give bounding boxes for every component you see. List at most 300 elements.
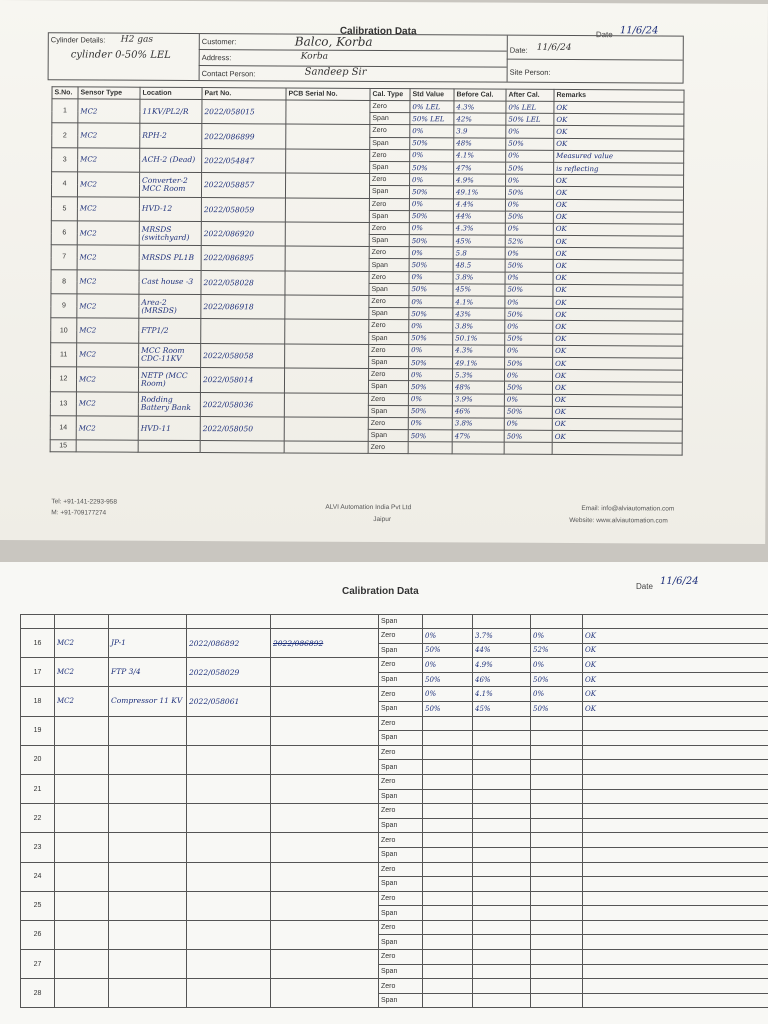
pcb-serial-cell — [286, 100, 370, 125]
sensor-type-cell: MC2 — [76, 416, 138, 441]
cal-type-span: Span — [368, 381, 408, 393]
row-number: 3 — [52, 148, 78, 173]
footer-website: Website: www.alviautomation.com — [569, 516, 668, 525]
after-cal-cell: 0% — [531, 658, 583, 673]
after-cal-cell — [531, 731, 583, 746]
location-cell: HVD-11 — [138, 416, 200, 441]
remarks-cell: OK — [554, 138, 684, 151]
remarks-cell: OK — [553, 321, 683, 334]
sensor-type-cell: MC2 — [55, 687, 109, 716]
remarks-cell: OK — [553, 248, 683, 261]
before-cal-cell: 5.8 — [453, 247, 505, 259]
std-value-cell: 0% — [410, 149, 454, 161]
remarks-cell: OK — [554, 175, 684, 188]
std-value-cell: 0% — [409, 344, 453, 356]
before-cal-cell: 3.8% — [453, 272, 505, 284]
col-std-value: Std Value — [410, 89, 454, 101]
remarks-cell: OK — [583, 629, 768, 644]
cal-type-zero: Zero — [379, 745, 423, 760]
footer-city: Jaipur — [373, 515, 392, 524]
std-value-cell — [423, 716, 473, 731]
cal-type-span: Span — [379, 643, 423, 658]
before-cal-cell: 50.1% — [453, 332, 505, 344]
empty-cell — [55, 615, 109, 629]
table-row — [21, 950, 768, 965]
table-row — [51, 221, 683, 236]
before-cal-cell — [452, 442, 504, 454]
after-cal-cell: 50% — [505, 260, 553, 272]
empty-cell — [423, 615, 473, 629]
cal-type-zero: Zero — [369, 222, 409, 234]
std-value-cell — [423, 804, 473, 819]
std-value-cell: 0% LEL — [410, 101, 454, 113]
part-no-cell — [187, 862, 271, 891]
after-cal-cell: 0% — [506, 174, 554, 186]
remarks-cell: OK — [553, 187, 683, 200]
part-no-cell: 2022/058015 — [202, 100, 286, 125]
after-cal-cell: 0% — [531, 687, 583, 702]
cal-type-zero: Zero — [369, 295, 409, 307]
cal-type-span: Span — [379, 615, 423, 629]
sensor-type-cell — [55, 891, 109, 920]
sensor-type-cell: MC2 — [55, 629, 109, 658]
remarks-cell: OK — [554, 114, 684, 127]
sensor-type-cell: MC2 — [78, 148, 140, 173]
part-no-cell: 2022/058028 — [201, 270, 285, 295]
cal-type-zero: Zero — [368, 442, 408, 454]
part-no-cell: 2022/086895 — [201, 246, 285, 271]
col-pcb-serial: PCB Serial No. — [286, 88, 370, 100]
part-no-cell: 2022/058029 — [187, 658, 271, 687]
empty-cell — [583, 615, 768, 629]
cal-type-zero: Zero — [379, 862, 423, 877]
table-row — [52, 99, 684, 114]
table-row — [21, 833, 768, 848]
before-cal-cell: 3.8% — [452, 418, 504, 430]
std-value-cell: 50% — [408, 430, 452, 442]
col-cal-type: Cal. Type — [370, 88, 410, 100]
pcb-serial-cell — [271, 862, 379, 891]
after-cal-cell: 0% — [506, 150, 554, 162]
after-cal-cell: 0% — [505, 223, 553, 235]
remarks-cell: OK — [553, 260, 683, 273]
cal-type-span: Span — [369, 259, 409, 271]
after-cal-cell — [531, 789, 583, 804]
before-cal-cell — [473, 716, 531, 731]
sensor-type-cell: MC2 — [77, 294, 139, 319]
remarks-cell: OK — [553, 296, 683, 309]
remarks-cell — [583, 789, 768, 804]
std-value-cell: 0% — [410, 174, 454, 186]
std-value-cell: 50% LEL — [410, 113, 454, 125]
sensor-type-cell: MC2 — [76, 367, 138, 392]
empty-cell — [531, 615, 583, 629]
after-cal-cell: 50% — [531, 672, 583, 687]
table-row — [21, 979, 768, 994]
sensor-type-cell — [55, 979, 109, 1008]
pcb-serial-cell — [284, 441, 368, 454]
after-cal-cell: 52% — [531, 643, 583, 658]
cal-type-span: Span — [379, 789, 423, 804]
std-value-cell: 50% — [409, 283, 453, 295]
part-no-cell — [200, 441, 284, 454]
std-value-cell: 0% — [409, 247, 453, 259]
cal-type-span: Span — [379, 877, 423, 892]
before-cal-cell — [473, 891, 531, 906]
std-value-cell — [423, 920, 473, 935]
col-sno: S.No. — [52, 87, 78, 99]
location-cell: FTP 3/4 — [109, 658, 187, 687]
cal-type-span: Span — [369, 356, 409, 368]
after-cal-cell — [531, 877, 583, 892]
remarks-cell — [583, 993, 768, 1008]
std-value-cell: 0% — [409, 223, 453, 235]
before-cal-cell: 4.3% — [453, 223, 505, 235]
sensor-type-cell — [55, 804, 109, 833]
location-cell — [109, 774, 187, 803]
row-number: 19 — [21, 716, 55, 745]
remarks-cell: OK — [553, 309, 683, 322]
location-cell: Cast house -3 — [139, 270, 201, 295]
part-no-cell — [187, 745, 271, 774]
cal-type-zero: Zero — [370, 125, 410, 137]
table-row — [21, 804, 768, 819]
part-no-cell — [187, 950, 271, 979]
cal-type-zero: Zero — [369, 320, 409, 332]
remarks-cell: OK — [583, 687, 768, 702]
table-row — [21, 629, 768, 644]
location-cell: MCC Room CDC-11KV — [139, 343, 201, 368]
after-cal-cell — [531, 964, 583, 979]
std-value-cell — [423, 745, 473, 760]
after-cal-cell: 0% — [505, 272, 553, 284]
cal-type-zero: Zero — [379, 716, 423, 731]
std-value-cell — [423, 789, 473, 804]
location-cell — [109, 862, 187, 891]
remarks-cell: OK — [552, 406, 682, 419]
before-cal-cell: 48.5 — [453, 259, 505, 271]
after-cal-cell — [531, 920, 583, 935]
row-number: 13 — [50, 391, 76, 416]
after-cal-cell: 0% — [506, 126, 554, 138]
before-cal-cell: 4.3% — [454, 101, 506, 113]
row-number: 25 — [21, 891, 55, 920]
std-value-cell — [423, 935, 473, 950]
std-value-cell: 0% — [408, 418, 452, 430]
cal-type-span: Span — [369, 210, 409, 222]
row-number: 28 — [21, 979, 55, 1008]
after-cal-cell: 0% — [504, 394, 552, 406]
cal-type-zero: Zero — [379, 658, 423, 673]
table-row — [52, 123, 684, 138]
after-cal-cell: 50% — [504, 430, 552, 442]
cal-type-span: Span — [369, 332, 409, 344]
location-cell — [109, 716, 187, 745]
after-cal-cell: 0% — [505, 296, 553, 308]
before-cal-cell: 47% — [452, 430, 504, 442]
table-row — [51, 269, 683, 284]
part-no-cell: 2022/086918 — [201, 295, 285, 320]
pcb-serial-cell — [285, 319, 369, 344]
row-number: 17 — [21, 658, 55, 687]
after-cal-cell: 50% — [505, 308, 553, 320]
std-value-cell: 50% — [409, 308, 453, 320]
right-date-label: Date: — [509, 45, 528, 55]
before-cal-cell — [473, 979, 531, 994]
remarks-cell: OK — [553, 357, 683, 370]
row-number: 5 — [51, 196, 77, 221]
sheet2-date-label: Date — [636, 582, 653, 591]
location-cell — [138, 440, 200, 453]
table-row — [21, 745, 768, 760]
pcb-serial-cell — [284, 417, 368, 442]
footer-email: Email: info@alviautomation.com — [581, 505, 675, 513]
table-row — [50, 440, 682, 455]
row-number: 22 — [21, 804, 55, 833]
cal-type-span: Span — [379, 847, 423, 862]
location-cell — [109, 979, 187, 1008]
std-value-cell — [423, 847, 473, 862]
site-person-label: Site Person: — [509, 67, 551, 77]
part-no-cell — [201, 319, 285, 344]
cal-type-span: Span — [379, 818, 423, 833]
sensor-type-cell: MC2 — [77, 245, 139, 270]
cal-type-span: Span — [379, 760, 423, 775]
remarks-cell — [583, 847, 768, 862]
before-cal-cell: 3.8% — [453, 320, 505, 332]
remarks-cell: OK — [553, 284, 683, 297]
remarks-cell: OK — [552, 382, 682, 395]
before-cal-cell: 44% — [453, 211, 505, 223]
part-no-cell: 2022/086892 — [187, 629, 271, 658]
remarks-cell: OK — [553, 223, 683, 236]
row-number: 16 — [21, 629, 55, 658]
std-value-cell — [423, 774, 473, 789]
calibration-sheet-2 — [0, 562, 768, 1024]
remarks-cell: OK — [553, 211, 683, 224]
remarks-cell — [583, 891, 768, 906]
part-no-cell: 2022/058058 — [201, 343, 285, 368]
empty-cell — [21, 615, 55, 629]
remarks-cell — [583, 935, 768, 950]
cal-type-zero: Zero — [379, 950, 423, 965]
cal-type-span: Span — [379, 993, 423, 1008]
remarks-cell: OK — [552, 394, 682, 407]
remarks-cell — [583, 964, 768, 979]
before-cal-cell: 4.9% — [454, 174, 506, 186]
part-no-cell — [187, 891, 271, 920]
before-cal-cell — [473, 847, 531, 862]
empty-cell — [187, 615, 271, 629]
sensor-type-cell: MC2 — [77, 318, 139, 343]
before-cal-cell — [473, 774, 531, 789]
before-cal-cell: 45% — [473, 701, 531, 716]
after-cal-cell: 50% — [504, 381, 552, 393]
location-cell: Compressor 11 KV — [109, 687, 187, 716]
row-number: 8 — [51, 269, 77, 294]
after-cal-cell — [531, 993, 583, 1008]
before-cal-cell — [473, 877, 531, 892]
pcb-serial-cell — [271, 658, 379, 687]
table-row — [21, 774, 768, 789]
col-before-cal: Before Cal. — [454, 89, 506, 101]
part-no-cell: 2022/058061 — [187, 687, 271, 716]
std-value-cell — [423, 906, 473, 921]
pcb-serial-cell — [271, 774, 379, 803]
before-cal-cell — [473, 804, 531, 819]
std-value-cell — [423, 760, 473, 775]
pcb-serial-cell — [285, 344, 369, 369]
pcb-serial-cell — [284, 368, 368, 393]
row-number: 18 — [21, 687, 55, 716]
cal-type-zero: Zero — [370, 100, 410, 112]
part-no-cell — [187, 833, 271, 862]
remarks-cell — [583, 862, 768, 877]
remarks-cell: OK — [552, 418, 682, 431]
std-value-cell: 50% — [409, 259, 453, 271]
location-cell — [109, 891, 187, 920]
cylinder-details-value-2: cylinder 0-50% LEL — [70, 49, 171, 61]
std-value-cell — [423, 979, 473, 994]
sensor-type-cell: MC2 — [77, 196, 139, 221]
remarks-cell: OK — [583, 643, 768, 658]
before-cal-cell: 4.4% — [453, 198, 505, 210]
pcb-serial-cell — [271, 745, 379, 774]
cal-type-span: Span — [368, 429, 408, 441]
table-row — [51, 196, 683, 211]
remarks-cell — [583, 731, 768, 746]
location-cell — [109, 920, 187, 949]
remarks-cell — [583, 877, 768, 892]
customer-value: Balco, Korba — [294, 34, 373, 49]
pcb-serial-cell — [271, 716, 379, 745]
after-cal-cell: 52% — [505, 235, 553, 247]
location-cell: MRSDS PL1B — [139, 245, 201, 270]
pcb-serial-cell — [286, 149, 370, 174]
cal-type-span: Span — [369, 186, 409, 198]
after-cal-cell: 50% — [506, 162, 554, 174]
before-cal-cell: 4.1% — [473, 687, 531, 702]
std-value-cell: 0% — [409, 296, 453, 308]
std-value-cell — [423, 877, 473, 892]
before-cal-cell: 3.7% — [473, 629, 531, 644]
before-cal-cell — [473, 745, 531, 760]
before-cal-cell: 4.9% — [473, 658, 531, 673]
after-cal-cell: 50% — [505, 211, 553, 223]
sensor-type-cell: MC2 — [77, 172, 139, 197]
before-cal-cell: 45% — [453, 235, 505, 247]
remarks-cell: OK — [552, 430, 682, 443]
cal-type-span: Span — [379, 935, 423, 950]
cylinder-details-value-1: H2 gas — [120, 34, 154, 45]
footer-mobile: M: +91-709177274 — [51, 509, 107, 517]
std-value-cell — [423, 818, 473, 833]
col-remarks: Remarks — [554, 89, 684, 102]
after-cal-cell — [531, 906, 583, 921]
after-cal-cell: 50% — [531, 701, 583, 716]
row-number: 24 — [21, 862, 55, 891]
before-cal-cell — [473, 906, 531, 921]
remarks-cell: OK — [553, 199, 683, 212]
before-cal-cell: 47% — [454, 162, 506, 174]
cal-type-span: Span — [370, 161, 410, 173]
cal-type-span: Span — [368, 405, 408, 417]
before-cal-cell — [473, 935, 531, 950]
cal-type-span: Span — [379, 906, 423, 921]
after-cal-cell: 50% — [505, 357, 553, 369]
cal-type-zero: Zero — [379, 629, 423, 644]
std-value-cell: 0% — [409, 271, 453, 283]
cal-type-span: Span — [379, 964, 423, 979]
after-cal-cell — [531, 716, 583, 731]
pcb-serial-cell — [284, 392, 368, 417]
location-cell: Area-2 (MRSDS) — [139, 294, 201, 319]
row-number: 12 — [50, 367, 76, 392]
pcb-serial-cell — [286, 124, 370, 149]
after-cal-cell: 50% — [505, 284, 553, 296]
empty-cell — [109, 615, 187, 629]
cal-type-zero: Zero — [379, 920, 423, 935]
sensor-type-cell — [55, 716, 109, 745]
before-cal-cell: 43% — [453, 308, 505, 320]
after-cal-cell: 0% — [504, 418, 552, 430]
remarks-cell: OK — [554, 126, 684, 139]
std-value-cell: 0% — [408, 393, 452, 405]
part-no-cell: 2022/058050 — [200, 416, 284, 441]
after-cal-cell: 0% — [505, 321, 553, 333]
after-cal-cell — [531, 847, 583, 862]
empty-cell — [473, 615, 531, 629]
pcb-serial-cell — [285, 173, 369, 198]
before-cal-cell — [473, 818, 531, 833]
sensor-type-cell — [55, 862, 109, 891]
row-number: 23 — [21, 833, 55, 862]
before-cal-cell — [473, 993, 531, 1008]
row-number: 26 — [21, 920, 55, 949]
before-cal-cell — [473, 862, 531, 877]
row-number: 1 — [52, 99, 78, 124]
right-date-value: 11/6/24 — [536, 42, 572, 53]
customer-label: Customer: — [201, 37, 237, 47]
row-number: 27 — [21, 950, 55, 979]
cal-type-zero: Zero — [368, 393, 408, 405]
sensor-type-cell: MC2 — [77, 221, 139, 246]
remarks-cell — [583, 774, 768, 789]
part-no-cell — [187, 920, 271, 949]
col-sensor-type: Sensor Type — [78, 87, 140, 99]
remarks-cell — [583, 818, 768, 833]
pcb-serial-cell — [271, 979, 379, 1008]
remarks-cell — [583, 760, 768, 775]
cal-type-zero: Zero — [368, 417, 408, 429]
after-cal-cell — [531, 935, 583, 950]
before-cal-cell — [473, 964, 531, 979]
std-value-cell — [423, 993, 473, 1008]
sheet1-calibration-table — [50, 86, 685, 456]
before-cal-cell: 4.3% — [453, 345, 505, 357]
row-number: 15 — [50, 440, 76, 452]
part-no-cell: 2022/054847 — [202, 148, 286, 173]
table-row — [21, 658, 768, 673]
std-value-cell — [423, 731, 473, 746]
sheet2-date-value: 11/6/24 — [660, 576, 699, 587]
before-cal-cell: 48% — [452, 381, 504, 393]
table-row — [50, 416, 682, 431]
std-value-cell — [423, 833, 473, 848]
location-cell: ACH-2 (Dead) — [140, 148, 202, 173]
contact-person-value: Sandeep Sir — [304, 66, 367, 78]
remarks-cell: OK — [553, 235, 683, 248]
